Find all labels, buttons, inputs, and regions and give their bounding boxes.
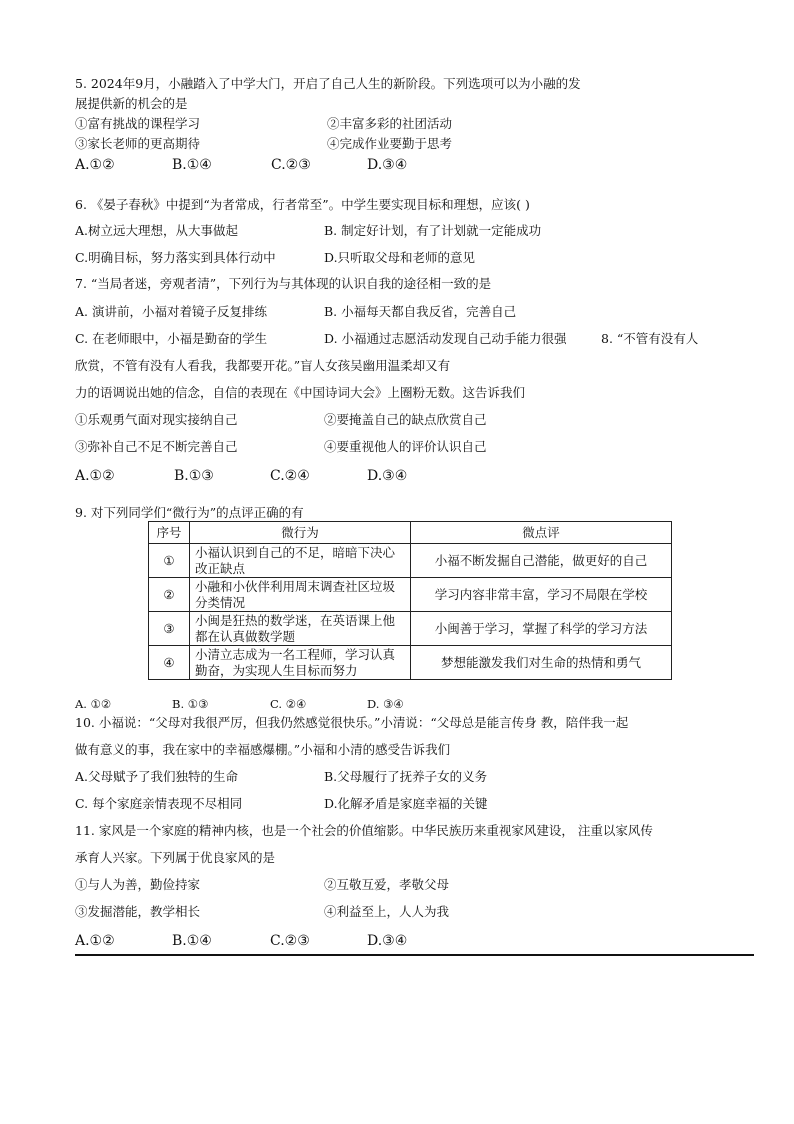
q6-stem: 6. 《晏子春秋》中提到“为者常成，行者常至”。中学生要实现目标和理想，应该( )	[75, 197, 530, 212]
q8-stem-line-2: 欣赏，不管有没有人看我，我都要开花。”盲人女孩吴幽用温柔却又有	[75, 358, 451, 373]
q9-answer-c: C. ②④	[270, 697, 307, 711]
q6-choice-a: A.树立远大理想，从大事做起	[75, 223, 239, 238]
q5-option-4: ④完成作业要勤于思考	[327, 136, 453, 151]
q7-choice-b: B. 小福每天都自我反省，完善自己	[324, 304, 517, 319]
q11-stem-line-1: 11. 家风是一个家庭的精神内核，也是一个社会的价值缩影。中华民族历来重视家风建设， 注重以家风传	[75, 823, 653, 838]
q8-option-3: ③弥补自己不足不断完善自己	[75, 439, 238, 454]
row-behavior: 小融和小伙伴利用周末调查社区垃圾分类情况	[190, 578, 411, 612]
q8-answer-a: A.①②	[75, 468, 115, 484]
row-number: ③	[149, 612, 190, 646]
q7-choice-d: D. 小福通过志愿活动发现自己动手能力很强	[324, 331, 567, 346]
q8-option-2: ②要掩盖自己的缺点欣赏自己	[324, 412, 487, 427]
header-comment: 微点评	[411, 522, 672, 544]
row-comment: 小福不断发掘自己潜能，做更好的自己	[411, 544, 672, 578]
q11-answer-d: D.③④	[367, 933, 408, 949]
q6-choice-b: B. 制定好计划，有了计划就一定能成功	[324, 223, 542, 238]
q8-answer-b: B.①③	[174, 468, 214, 484]
bottom-rule	[75, 954, 754, 956]
q11-option-4: ④利益至上，人人为我	[324, 904, 450, 919]
table-row	[149, 612, 672, 646]
q9-stem: 9. 对下列同学们“微行为”的点评正确的有	[75, 505, 304, 520]
header-behavior: 微行为	[190, 522, 411, 544]
q11-answer-a: A.①②	[75, 933, 115, 949]
q8-option-1: ①乐观勇气面对现实接纳自己	[75, 412, 238, 427]
q10-choice-b: B.父母履行了抚养子女的义务	[324, 769, 488, 784]
row-behavior: 小清立志成为一名工程师，学习认真勤奋，为实现人生目标而努力	[190, 646, 411, 680]
q10-choice-d: D.化解矛盾是家庭幸福的关键	[324, 796, 488, 811]
q5-option-3: ③家长老师的更高期待	[75, 136, 201, 151]
table-row	[149, 578, 672, 612]
q5-option-2: ②丰富多彩的社团活动	[327, 116, 453, 131]
q5-option-1: ①富有挑战的课程学习	[75, 116, 201, 131]
q5-answer-b: B.①④	[172, 157, 212, 173]
q7-choice-c: C. 在老师眼中，小福是勤奋的学生	[75, 331, 268, 346]
q10-choice-c: C. 每个家庭亲情表现不尽相同	[75, 796, 243, 811]
q10-choice-a: A.父母赋予了我们独特的生命	[75, 769, 239, 784]
q8-stem-line-3: 力的语调说出她的信念，自信的表现在《中国诗词大会》上圈粉无数。这告诉我们	[75, 385, 526, 400]
q9-answer-b: B. ①③	[172, 697, 209, 711]
q5-answer-d: D.③④	[367, 157, 408, 173]
row-number: ①	[149, 544, 190, 578]
q6-choice-d: D.只听取父母和老师的意见	[324, 250, 476, 265]
q8-answer-c: C.②④	[270, 468, 310, 484]
q11-option-2: ②互敬互爱，孝敬父母	[324, 877, 450, 892]
q5-answer-c: C.②③	[271, 157, 311, 173]
header-number: 序号	[149, 522, 190, 544]
q5-answer-a: A.①②	[75, 157, 115, 173]
q8-option-4: ④要重视他人的评价认识自己	[324, 439, 487, 454]
row-comment: 梦想能激发我们对生命的热情和勇气	[411, 646, 672, 680]
q6-choice-c: C.明确目标，努力落实到具体行动中	[75, 250, 276, 265]
q10-stem-line-1: 10. 小福说：“父母对我很严厉，但我仍然感觉很快乐。”小清说：“父母总是能言传身 教，陪伴我一起	[75, 715, 629, 730]
row-behavior: 小闽是狂热的数学迷，在英语课上他都在认真做数学题	[190, 612, 411, 646]
q11-answer-c: C.②③	[270, 933, 310, 949]
q10-stem-line-2: 做有意义的事，我在家中的幸福感爆棚。”小福和小清的感受告诉我们	[75, 742, 451, 757]
micro-behavior-table	[148, 521, 672, 680]
table-row	[149, 544, 672, 578]
q7-choice-a: A. 演讲前，小福对着镜子反复排练	[75, 304, 267, 319]
q11-stem-line-2: 承育人兴家。下列属于优良家风的是	[75, 850, 276, 865]
q11-answer-b: B.①④	[172, 933, 212, 949]
table-header-row	[149, 522, 672, 544]
row-number: ④	[149, 646, 190, 680]
q5-stem-line-2: 展提供新的机会的是	[75, 96, 188, 111]
q8-answer-d: D.③④	[367, 468, 408, 484]
table-row	[149, 646, 672, 680]
row-comment: 学习内容非常丰富，学习不局限在学校	[411, 578, 672, 612]
row-number: ②	[149, 578, 190, 612]
q11-option-1: ①与人为善，勤俭持家	[75, 877, 201, 892]
q5-stem-line-1: 5. 2024年9月，小融踏入了中学大门，开启了自己人生的新阶段。下列选项可以为小融的发	[75, 76, 581, 91]
row-behavior: 小福认识到自己的不足，暗暗下决心改正缺点	[190, 544, 411, 578]
q9-answer-a: A. ①②	[75, 697, 112, 711]
q9-answer-d: D. ③④	[367, 697, 404, 711]
q8-stem-start: 8. “不管有没有人	[601, 331, 699, 346]
row-comment: 小闽善于学习，掌握了科学的学习方法	[411, 612, 672, 646]
q7-stem: 7. “当局者迷，旁观者清”，下列行为与其体现的认识自我的途径相一致的是	[75, 276, 492, 291]
q11-option-3: ③发掘潜能，教学相长	[75, 904, 201, 919]
